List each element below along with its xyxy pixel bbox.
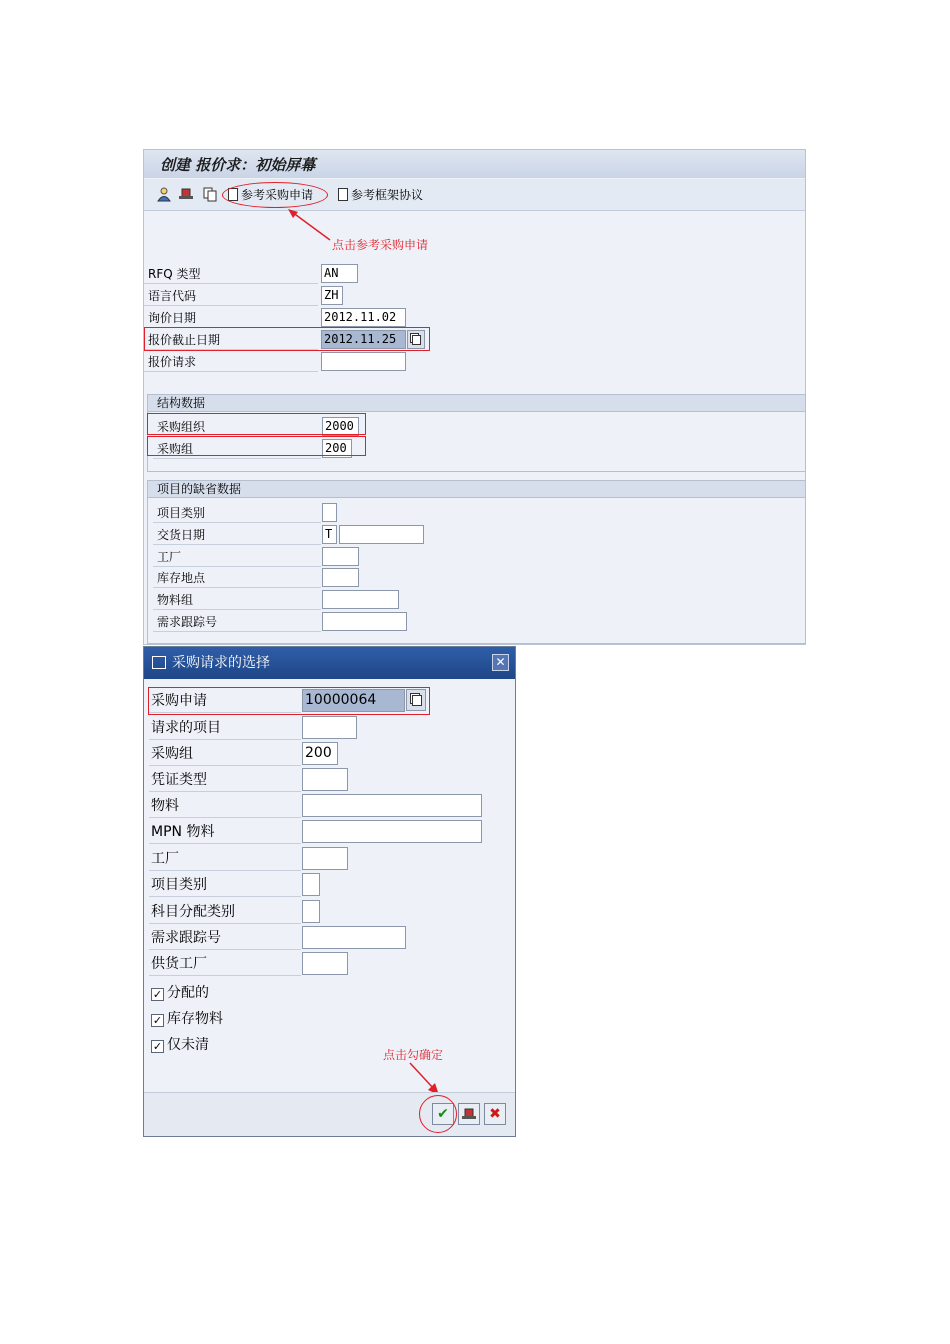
- item-category-label: 项目类别: [149, 873, 301, 897]
- requisition-item-label: 请求的项目: [149, 716, 301, 740]
- language-field[interactable]: ZH: [321, 286, 343, 305]
- storage-location-label: 库存地点: [153, 568, 321, 588]
- tracking-number-label: 需求跟踪号: [153, 612, 321, 632]
- plant-field[interactable]: [302, 847, 348, 870]
- tracking-number-label: 需求跟踪号: [149, 926, 301, 950]
- group-title: 项目的缺省数据: [148, 481, 805, 498]
- purchase-requisition-label: 采购申请: [149, 689, 301, 713]
- rfq-type-field[interactable]: AN: [321, 264, 358, 283]
- storage-location-field[interactable]: [322, 568, 359, 587]
- delivery-date-field[interactable]: [339, 525, 424, 544]
- ref-purchase-requisition-button[interactable]: 参考采购申请: [228, 185, 313, 205]
- dialog-title-bar: [144, 647, 515, 679]
- annotation-box: [147, 436, 366, 456]
- purchasing-group-field[interactable]: 200: [302, 742, 338, 765]
- supplying-plant-field[interactable]: [302, 952, 348, 975]
- copy-icon[interactable]: [202, 186, 218, 202]
- pr-selection-dialog: [143, 646, 516, 1137]
- purchasing-group-field[interactable]: 200: [322, 439, 352, 458]
- annotation-box: [147, 413, 366, 435]
- plant-label: 工厂: [153, 547, 321, 567]
- plant-label: 工厂: [149, 847, 301, 871]
- account-assignment-label: 科目分配类别: [149, 900, 301, 924]
- purchasing-org-field[interactable]: 2000: [322, 417, 359, 436]
- hat-icon[interactable]: [458, 1103, 480, 1125]
- hat-icon[interactable]: [178, 186, 194, 202]
- mpn-material-field[interactable]: [302, 820, 482, 843]
- dialog-icon: [152, 656, 166, 669]
- item-defaults-group: [147, 480, 806, 644]
- dialog-footer: [144, 1092, 515, 1136]
- rfq-number-field[interactable]: [321, 352, 406, 371]
- cancel-button[interactable]: ✖: [484, 1103, 506, 1125]
- dialog-title: 采购请求的选择: [172, 655, 270, 671]
- annotation-arrow: [284, 208, 334, 244]
- annotation-text: 点击勾确定: [383, 1048, 444, 1062]
- rfq-number-label: 报价请求: [144, 352, 318, 372]
- requisition-item-field[interactable]: [302, 716, 357, 739]
- main-window: [143, 149, 806, 645]
- tracking-number-field[interactable]: [302, 926, 406, 949]
- open-only-checkbox[interactable]: ✓: [152, 1040, 163, 1053]
- page-title: 创建 报价求：初始屏幕: [144, 150, 805, 178]
- group-title: 结构数据: [148, 395, 805, 412]
- document-type-field[interactable]: [302, 768, 348, 791]
- account-assignment-field[interactable]: [302, 900, 320, 923]
- plant-field[interactable]: [322, 547, 359, 566]
- assigned-checkbox-row[interactable]: ✓ 分配的: [152, 985, 209, 1001]
- material-group-field[interactable]: [322, 590, 399, 609]
- annotation-box: [148, 687, 430, 715]
- supplying-plant-label: 供货工厂: [149, 952, 301, 976]
- annotation-text: 点击参考采购申请: [332, 238, 429, 252]
- mpn-material-label: MPN 物料: [149, 820, 301, 844]
- close-icon[interactable]: ✕: [492, 654, 509, 671]
- stock-material-checkbox-row[interactable]: ✓ 库存物料: [152, 1011, 223, 1027]
- purchasing-org-label: 采购组织: [153, 417, 321, 437]
- purchase-requisition-field[interactable]: 10000064: [302, 689, 405, 712]
- assigned-checkbox[interactable]: ✓: [152, 988, 163, 1001]
- ref-outline-agreement-button[interactable]: 参考框架协议: [338, 185, 423, 205]
- stock-material-checkbox[interactable]: ✓: [152, 1014, 163, 1027]
- tracking-number-field[interactable]: [322, 612, 407, 631]
- annotation-ellipse: [222, 182, 328, 208]
- rfq-date-field[interactable]: 2012.11.02: [321, 308, 406, 327]
- purchasing-group-label: 采购组: [149, 742, 301, 766]
- material-label: 物料: [149, 794, 301, 818]
- quotation-deadline-label: 报价截止日期: [144, 330, 318, 350]
- material-field[interactable]: [302, 794, 482, 817]
- confirm-button[interactable]: ✔: [432, 1103, 454, 1125]
- document-icon: [338, 188, 348, 201]
- person-icon[interactable]: [156, 186, 172, 202]
- rfq-date-label: 询价日期: [144, 308, 318, 328]
- purchasing-group-label: 采购组: [153, 439, 321, 459]
- language-label: 语言代码: [144, 286, 318, 306]
- item-category-field[interactable]: [302, 873, 320, 896]
- item-category-field[interactable]: [322, 503, 337, 522]
- material-group-label: 物料组: [153, 590, 321, 610]
- open-only-checkbox-row[interactable]: ✓ 仅未清: [152, 1037, 209, 1053]
- delivery-date-label: 交货日期: [153, 525, 321, 545]
- item-category-label: 项目类别: [153, 503, 321, 523]
- delivery-date-format-field[interactable]: T: [322, 525, 337, 544]
- rfq-type-label: RFQ 类型: [144, 264, 318, 284]
- annotation-ellipse: [419, 1095, 457, 1133]
- annotation-box: [144, 327, 430, 351]
- quotation-deadline-field[interactable]: 2012.11.25: [321, 330, 406, 349]
- document-type-label: 凭证类型: [149, 768, 301, 792]
